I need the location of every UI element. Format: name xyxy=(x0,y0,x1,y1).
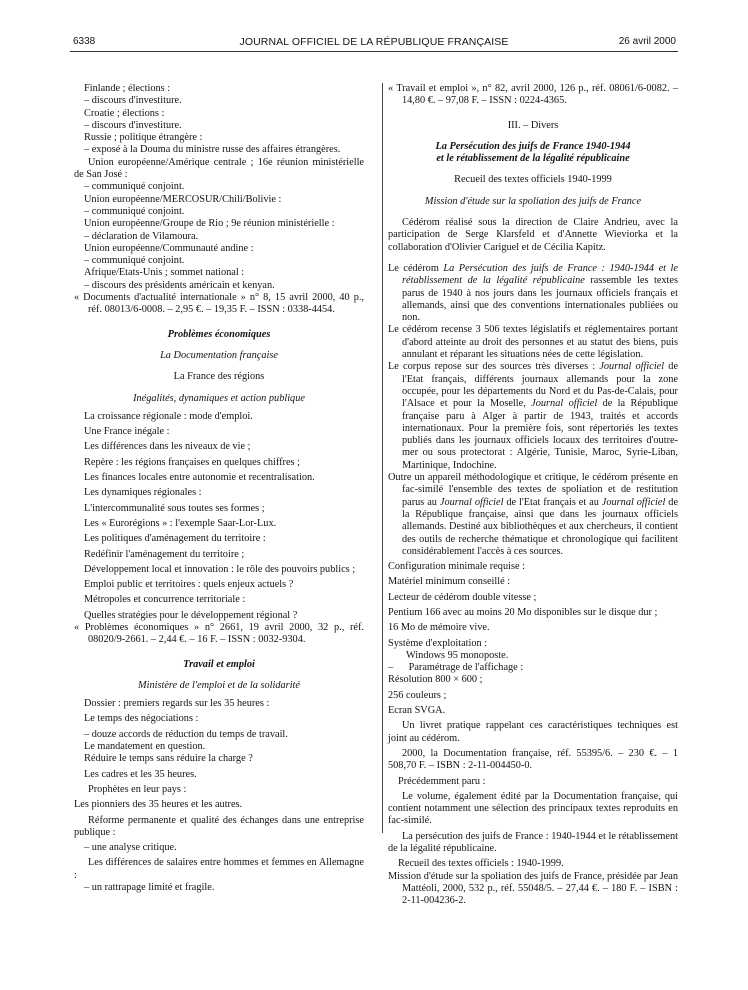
text-line: – exposé à la Douma du ministre russe des affaires étrangères. xyxy=(84,144,341,156)
issue-subtitle: Inégalités, dynamiques et action publique xyxy=(133,392,305,404)
paragraph: Le cédérom recense 3 506 textes législatifs et réglementaires portant d'abord atteinte au droit des personnes et au statut des biens, puis annulant et réparant les situations nées de cette législation. xyxy=(388,324,678,361)
citation: « Travail et emploi », n° 82, avril 2000, 126 p., réf. 08061/6-0082. – 14,80 €. – 97,08 F. – ISSN : 0224-4365. xyxy=(388,83,678,107)
text-line: Quelles stratégies pour le développement régional ? xyxy=(84,609,298,621)
text-line: L'intercommunalité sous toutes ses formes ; xyxy=(84,502,265,514)
text-line: 256 couleurs ; xyxy=(388,689,447,701)
paragraph xyxy=(388,472,678,558)
journal-title: JOURNAL OFFICIEL DE LA RÉPUBLIQUE FRANÇAISE xyxy=(239,36,509,48)
citation: Mission d'étude sur la spoliation des juifs de France, présidée par Jean Mattéoli, 2000, 532 p., réf. 55048/5. – 27,44 €. – 180 F. – ISBN : 2-11-004236-2. xyxy=(388,870,678,907)
text-run: Journal officiel xyxy=(531,398,598,410)
text-line: Développement local et innovation : le rôle des pouvoirs publics ; xyxy=(84,563,356,575)
text-line: Les finances locales entre autonomie et recentralisation. xyxy=(84,472,315,484)
paragraph: La persécution des juifs de France : 1940-1944 et le rétablissement de la légalité républicaine. xyxy=(388,830,678,855)
text-run: de la République française, ainsi que dans les journaux officiels allemands. Destiné aux bibliothèques et aux chercheurs, il contient des outils de recherche thématique et chronologique qui facilitent considérablement l'accès à ces sources. xyxy=(402,496,679,557)
citation: 2000, la Documentation française, réf. 55395/6. – 230 €. – 1 508,70 F. – ISBN : 2-11-004450-0. xyxy=(388,747,678,772)
header-rule xyxy=(70,51,678,52)
text-line: Russie ; politique étrangère : xyxy=(84,132,203,144)
text-run: La Persécution des juifs de France : 1940-1944 et le rétablissement de la légalité républicaine xyxy=(402,262,678,287)
text-line: Windows 95 monoposte. xyxy=(406,649,509,661)
publisher: Mission d'étude sur la spoliation des juifs de France xyxy=(424,195,642,207)
text-line: – communiqué conjoint. xyxy=(84,205,185,217)
page-header xyxy=(0,8,748,48)
paragraph: Le volume, également édité par la Documentation française, qui contient notamment une sélection des principaux textes reproduits en fac-similé. xyxy=(388,790,678,827)
text-line: Les différences de salaires entre hommes et femmes en Allemagne : xyxy=(74,857,364,881)
text-line: Union européenne/MERCOSUR/Chili/Bolivie : xyxy=(84,193,282,205)
column-divider xyxy=(382,83,383,833)
section-heading: Travail et emploi xyxy=(183,658,255,670)
text-line: Repère : les régions françaises en quelques chiffres ; xyxy=(84,456,300,468)
left-column xyxy=(74,83,364,894)
text-line: Emploi public et territoires : quels enjeux actuels ? xyxy=(84,579,294,591)
citation: « Problèmes économiques » n° 2661, 19 avril 2000, 32 p., réf. 08020/9-2661. – 2,44 €. – 16 F. – ISSN : 0032-9304. xyxy=(74,621,364,646)
text-line: Précédemment paru : xyxy=(398,775,486,787)
text-line: – discours d'investiture. xyxy=(84,95,182,107)
text-line: La croissance régionale : mode d'emploi. xyxy=(84,410,253,422)
text-run: Journal officiel xyxy=(599,361,665,373)
text-run: rassemble les textes parus de 1940 à nos jours dans les journaux officiels français et allemands, ainsi que des conventions internationales publiées ou non. xyxy=(402,275,678,324)
issue-date: 26 avril 2000 xyxy=(618,36,676,47)
text-line: Afrique/Etats-Unis ; sommet national : xyxy=(84,267,245,279)
text-line: Croatie ; élections : xyxy=(84,107,165,119)
text-run: de l'Etat français, différents journaux allemands pour la zone occupée, pour les départements du Nord et du Pas-de-Calais, pour l'Alsace et pour la Moselle, xyxy=(402,361,679,410)
text-line: – communiqué conjoint. xyxy=(84,255,185,267)
text-line: Réforme permanente et qualité des échanges dans une entreprise publique : xyxy=(74,814,364,838)
text-run: de la République française paru à Alger à partir de 1943, traités et accords internationaux. Pour la première fois, sont répertoriés les textes publiés dans les journaux officiels locaux des territoires d'outre-mer ou sous protectorat : Algérie, Tunisie, Maroc, Syrie-Liban, Martinique, Indochine. xyxy=(402,398,678,471)
text-line: Le temps des négociations : xyxy=(84,713,199,725)
text-line: Les politiques d'aménagement du territoire : xyxy=(84,533,266,545)
text-run: Le corpus repose sur des sources très diverses : xyxy=(388,361,596,373)
text-line: – Paramétrage de l'affichage : xyxy=(388,662,524,674)
text-run: de l'Etat français et au xyxy=(506,496,599,508)
text-line: Les différences dans les niveaux de vie ; xyxy=(84,441,251,453)
paragraph: Un livret pratique rappelant ces caractéristiques techniques est joint au cédérom. xyxy=(388,720,678,744)
text-line: Les dynamiques régionales : xyxy=(84,487,202,499)
paragraph xyxy=(388,263,678,324)
paragraph: Cédérom réalisé sous la direction de Claire Andrieu, avec la participation de Serge Klarsfeld et d'Annette Wieviorka et la collaboration d'Olivier Cariguel et de Cécilia Kapitz. xyxy=(388,217,678,253)
page-number: 6338 xyxy=(73,36,96,47)
text-line: Lecteur de cédérom double vitesse ; xyxy=(388,591,537,603)
text-line: – communiqué conjoint. xyxy=(84,181,185,193)
section-heading: III. – Divers xyxy=(507,119,559,131)
text-line: Les « Eurorégions » : l'exemple Saar-Lor-Lux. xyxy=(84,517,277,529)
right-column xyxy=(388,83,678,908)
text-line: Matériel minimum conseillé : xyxy=(388,576,511,588)
text-line: Finlande ; élections : xyxy=(84,83,171,94)
text-line: Union européenne/Communauté andine : xyxy=(84,242,254,254)
citation: « Documents d'actualité internationale » n° 8, 15 avril 2000, 40 p., réf. 08013/6-0008. – 2,95 €. – 19,35 F. – ISSN : 0338-4454. xyxy=(74,292,364,316)
product-subtitle: Recueil des textes officiels 1940-1999 xyxy=(454,174,612,186)
text-run: Le cédérom xyxy=(388,262,439,274)
text-line: Réduire le temps sans réduire la charge ? xyxy=(84,753,253,765)
text-line: Système d'exploitation : xyxy=(388,637,488,649)
text-line: Configuration minimale requise : xyxy=(388,561,525,573)
text-line: Union européenne/Amérique centrale ; 16e réunion ministérielle de San José : xyxy=(74,156,364,181)
text-line: – discours des présidents américain et kenyan. xyxy=(84,279,275,291)
text-line: Métropoles et concurrence territoriale : xyxy=(84,594,246,606)
text-line: Pentium 166 avec au moins 20 Mo disponibles sur le disque dur ; xyxy=(388,606,658,618)
text-line: Les pionniers des 35 heures et les autres. xyxy=(74,799,243,811)
section-heading: Problèmes économiques xyxy=(167,328,271,340)
text-line: 16 Mo de mémoire vive. xyxy=(388,622,490,634)
product-title: La Persécution des juifs de France 1940-1944 xyxy=(435,140,631,152)
text-line: Prophètes en leur pays : xyxy=(88,783,187,795)
paragraph xyxy=(388,361,678,472)
publisher: Ministère de l'emploi et de la solidarité xyxy=(138,679,300,691)
text-run: Journal officiel xyxy=(601,496,666,508)
text-line: Recueil des textes officiels : 1940-1999. xyxy=(398,858,564,870)
text-line: Les cadres et les 35 heures. xyxy=(84,768,197,780)
issue-title: La France des régions xyxy=(173,371,265,383)
product-title-line2: et le rétablissement de la légalité républicaine xyxy=(436,153,630,165)
text-line: – discours d'investiture. xyxy=(84,119,182,131)
publisher: La Documentation française xyxy=(160,349,278,361)
text-line: Résolution 800 × 600 ; xyxy=(388,674,483,686)
text-line: Union européenne/Groupe de Rio ; 9e réunion ministérielle : xyxy=(84,218,335,230)
text-line: – douze accords de réduction du temps de travail. xyxy=(84,728,288,740)
text-line: Ecran SVGA. xyxy=(388,705,446,717)
text-line: – déclaration de Vilamoura. xyxy=(84,230,199,242)
text-line: Redéfinir l'aménagement du territoire ; xyxy=(84,548,245,560)
text-line: – un rattrapage limité et fragile. xyxy=(84,882,215,894)
text-line: Une France inégale : xyxy=(84,426,170,438)
text-line: – une analyse critique. xyxy=(84,842,177,854)
text-run: Journal officiel xyxy=(439,496,504,508)
text-run: Outre un appareil méthodologique et critique, le cédérom présente en fac-similé l'ensemble des textes de spoliation et de restitution parus au xyxy=(388,472,678,508)
text-line: Dossier : premiers regards sur les 35 heures : xyxy=(84,698,270,710)
text-line: Le mandatement en question. xyxy=(84,741,206,753)
